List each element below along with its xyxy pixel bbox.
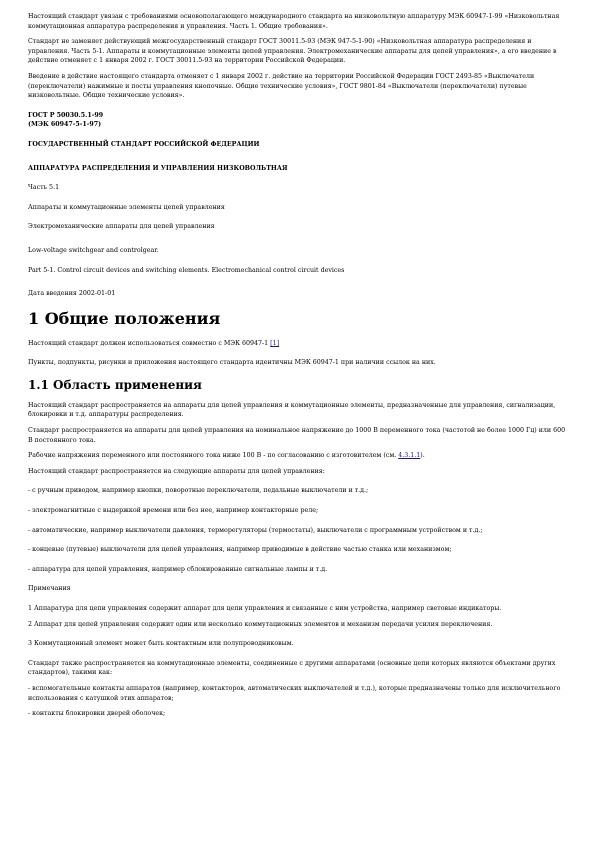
date-of-introduction: Дата введения 2002-01-01	[28, 290, 116, 298]
subtitle-1: Аппараты и коммутационные элементы цепей управления	[28, 203, 225, 211]
scope-paragraph-3-end: ).	[420, 452, 425, 460]
section-1-1-heading: 1.1 Область применения	[28, 377, 202, 392]
scope-paragraph-1: Настоящий стандарт распространяется на аппараты для цепей управления и коммутационные элементы, предназначенные для управления, сигнализации, блокировки и т.д. аппаратуры распределения.	[28, 401, 556, 419]
scope-paragraph-5: Стандарт также распространяется на коммутационные элементы, соединенные с другими аппаратами (основные цепи которых являются объектами других стандартов), такими как:	[28, 659, 556, 677]
gost-code: ГОСТ Р 50030.5.1-99	[28, 111, 104, 119]
notes-heading: Примечания	[28, 585, 71, 593]
section-1-paragraph-2: Пункты, подпункты, рисунки и приложения настоящего стандарта идентичны МЭК 60947-1 при наличии ссылок на них.	[28, 359, 436, 367]
list-item: - с ручным приводом, например кнопки, поворотные переключатели, педальные выключатели и т.д.;	[28, 487, 369, 495]
english-part: Part 5-1. Control circuit devices and switching elements. Electromechanical control circuit devices	[28, 266, 345, 274]
list-item: - аппаратура для цепей управления, например сблокированные сигнальные лампы и т.д.	[28, 565, 328, 573]
list-item: - контакты блокировки дверей оболочек;	[28, 710, 166, 718]
scope-paragraph-3-text: Рабочие напряжения переменного или постоянного тока ниже 100 В - по согласованию с изготовителем (см.	[28, 452, 399, 460]
scope-paragraph-4: Настоящий стандарт распространяется на следующие аппараты для цепей управления:	[28, 467, 325, 475]
reference-link-1[interactable]: [1]	[270, 339, 280, 347]
note-item: 1 Аппаратура для цепи управления содержит аппарат для цепи управления и связанные с ним устройства, например световые индикаторы.	[28, 605, 502, 612]
section-1-heading: 1 Общие положения	[28, 308, 221, 328]
scope-paragraph-3	[28, 451, 567, 461]
list-item: - вспомогательные контакты аппаратов (например, контакторов, автоматических выключателей и т.д.), которые предназначены только для исключительного использования с катушкой этих аппаратов;	[28, 684, 561, 702]
scope-paragraph-2: Стандарт распространяется на аппараты для цепей управления на номинальное напряжение до 1000 В переменного тока (частотой не более 1000 Гц) или 600 В постоянного тока.	[28, 427, 566, 444]
section-1-paragraph-1-text: Настоящий стандарт должен использоваться совместно с МЭК 60947-1	[28, 339, 271, 347]
list-item: - электромагнитные с выдержкой времени или без нее, например контакторные реле;	[28, 507, 319, 515]
subtitle-2: Электромеханические аппараты для цепей управления	[28, 223, 215, 231]
list-item: - концевые (путевые) выключатели для цепей управления, например приводимые в действие частью станка или механизмом;	[28, 546, 452, 554]
part-number: Часть 5.1	[28, 184, 60, 192]
note-item: 3 Коммутационный элемент может быть контактным или полупроводниковым.	[28, 640, 294, 648]
clause-link-4-3-1-1[interactable]: 4.3.1.1	[398, 452, 421, 460]
section-1-paragraph-1	[28, 339, 567, 349]
standard-title: АППАРАТУРА РАСПРЕДЕЛЕНИЯ И УПРАВЛЕНИЯ НИЗКОВОЛЬТНАЯ	[28, 164, 288, 172]
intro-paragraph-1: Настоящий стандарт увязан с требованиями основополагающего международного стандарта на низковольтную аппаратуру МЭК 60947-1-99 «Низковольтная коммутационная аппаратура распределения и управления. Часть 1. Общие требования».	[28, 13, 560, 30]
intro-paragraph-3: Введение в действие настоящего стандарта отменяет с 1 января 2002 г. действие на территории Российской Федерации ГОСТ 2493-85 «Выключатели (переключатели) нажимные и посты управления кнопочные. Общие технические условия», ГОСТ 9801-84 «Выключатели (переключатели) путевые низковольтные. Общие технические условия».	[28, 72, 535, 100]
intro-paragraph-2: Стандарт не заменяет действующий межгосударственный стандарт ГОСТ 30011.5-93 (МЭК 947-5-1-90) «Низковольтная аппаратура распределения и управления. Часть 5-1. Аппараты и коммутационные элементы цепей управления. Электромеханические аппараты для цепей управления», а его введение в действие отменяет с 1 января 2002 г. ГОСТ 30011.5-93 на территории Российской Федерации.	[28, 38, 557, 65]
iec-code: (МЭК 60947-5-1-97)	[28, 121, 102, 129]
english-title: Low-voltage switchgear and controlgear.	[28, 246, 159, 254]
note-item: 2 Аппарат для цепей управления содержит один или несколько коммутационных элементов и механизм передачи усилия переключения.	[28, 620, 493, 628]
list-item: - автоматические, например выключатели давления, терморегуляторы (термостаты), выключатели с программным устройством и т.д.;	[28, 526, 483, 534]
state-standard-heading: ГОСУДАРСТВЕННЫЙ СТАНДАРТ РОССИЙСКОЙ ФЕДЕРАЦИИ	[28, 140, 260, 148]
